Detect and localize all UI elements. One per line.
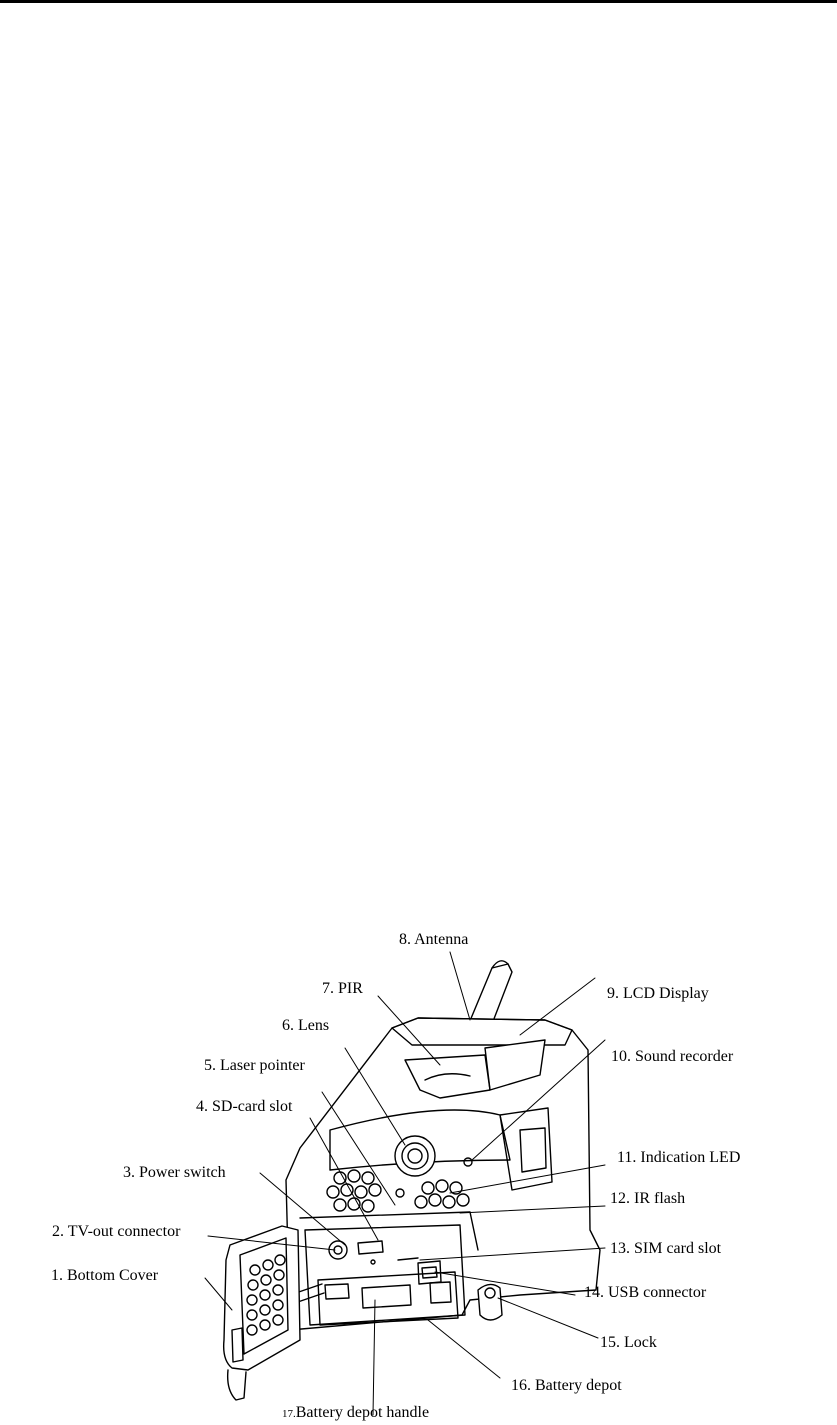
label-usb-connector: 14. USB connector <box>584 1284 707 1301</box>
label-lens: 6. Lens <box>282 1017 330 1034</box>
label-tv-out-connector: 2. TV-out connector <box>52 1223 181 1240</box>
label-bottom-cover: 1. Bottom Cover <box>51 1267 159 1284</box>
label-battery-depot-handle-number: 17. <box>282 1408 296 1420</box>
label-battery-depot: 16. Battery depot <box>511 1377 622 1394</box>
label-lock: 15. Lock <box>600 1334 657 1351</box>
label-battery-depot-handle-text: Battery depot handle <box>295 1404 430 1421</box>
label-laser-pointer: 5. Laser pointer <box>204 1057 305 1074</box>
label-sound-recorder: 10. Sound recorder <box>611 1048 734 1065</box>
label-pir: 7. PIR <box>322 980 363 997</box>
camera-diagram <box>0 900 837 1425</box>
label-power-switch: 3. Power switch <box>123 1164 226 1181</box>
label-battery-depot-handle <box>282 1404 429 1423</box>
label-indication-led: 11. Indication LED <box>617 1149 741 1166</box>
label-sd-card-slot: 4. SD-card slot <box>196 1098 293 1115</box>
label-antenna: 8. Antenna <box>399 931 469 948</box>
label-ir-flash: 12. IR flash <box>610 1190 686 1207</box>
label-lcd-display: 9. LCD Display <box>607 985 709 1002</box>
label-sim-card-slot: 13. SIM card slot <box>610 1240 722 1257</box>
page-top-rule <box>0 0 837 3</box>
